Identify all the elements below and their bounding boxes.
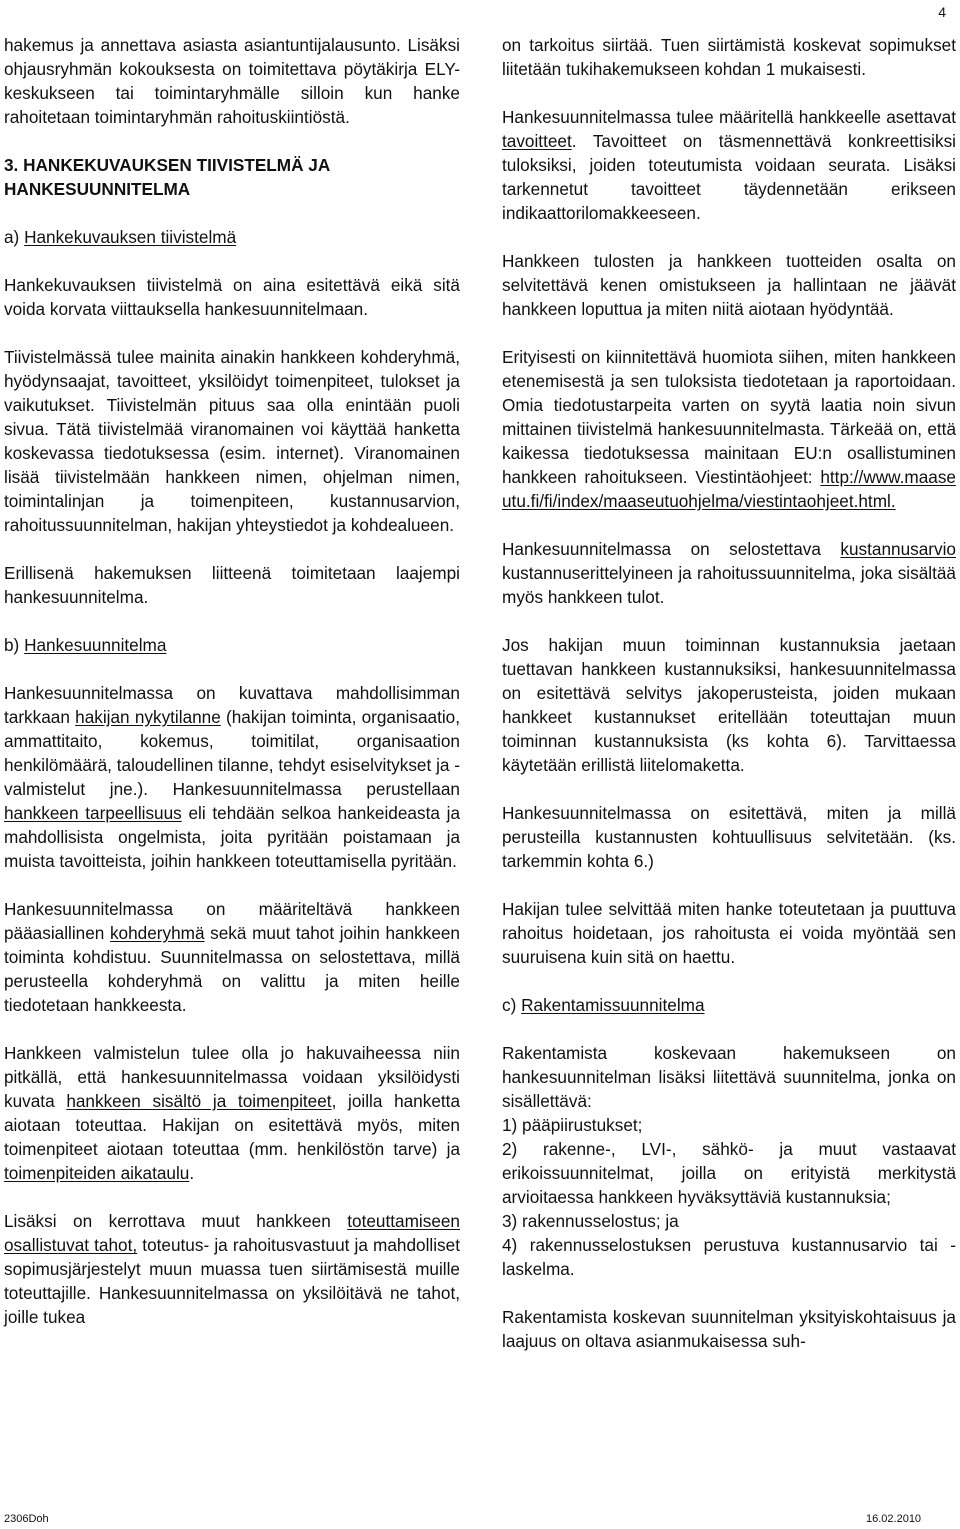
underlined-term: toimenpiteiden aikataulu	[4, 1163, 190, 1183]
paragraph: Hankesuunnitelmassa tulee määritellä hankkeelle asettavat tavoitteet. Tavoitteet on täsmennettävä konkreettisiksi tuloksiksi, joiden toteutumista voidaan seurata. Lisäksi tarkennetut tavoitteet täydennetään erikseen indikaattorilomakkeeseen.	[502, 107, 956, 223]
list-item: 3) rakennusselostus; ja	[502, 1211, 679, 1231]
subsection-prefix: a)	[4, 227, 25, 247]
page-number: 4	[938, 4, 946, 20]
underlined-term: kohderyhmä	[109, 923, 205, 943]
paragraph: Hankesuunnitelmassa on kuvattava mahdollisimman tarkkaan hakijan nykytilanne (hakijan toiminta, organisaatio, ammattitaito, kokemus, toimitilat, organisaation henkilömäärä, taloudellinen tilanne, tehdyt esiselvitykset ja -valmistelut jne.). Hankesuunnitelmassa perustellaan hankkeen tarpeellisuus eli tehdään selkoa hankeideasta ja mahdollisista ongelmista, joita pyritään poistamaan ja muista tavoitteista, joihin hankkeen toteuttamisella pyritään.	[4, 683, 461, 871]
paragraph: Hankesuunnitelmassa on selostettava kustannusarvio kustannuserittelyineen ja rahoitussuunnitelma, joka sisältää myös hankkeen tulot.	[502, 539, 956, 607]
paragraph: Hankesuunnitelmassa on määriteltävä hankkeen pääasiallinen kohderyhmä sekä muut tahot joihin hankkeen toiminta kohdistuu. Suunnitelmassa on selostettava, millä perusteella kohderyhmä on valittu ja miten heille tiedotetaan hankkeesta.	[4, 899, 460, 1015]
paragraph: Hankesuunnitelmassa on esitettävä, miten ja millä perusteilla kustannusten kohtuullisuus selvitetään. (ks. tarkemmin kohta 6.)	[502, 803, 956, 871]
paragraph: Erillisenä hakemuksen liitteenä toimitetaan laajempi hankesuunnitelma.	[4, 563, 460, 607]
underlined-term: toteuttamiseen osallistuvat tahot,	[4, 1211, 460, 1255]
subsection-prefix: b)	[4, 635, 25, 655]
left-column	[4, 33, 460, 1329]
subsection-b-title	[4, 633, 460, 657]
footer-date: 16.02.2010	[866, 1513, 922, 1525]
paragraph: Hankekuvauksen tiivistelmä on aina esitettävä eikä sitä voida korvata viittauksella hankesuunnitelmaan.	[4, 275, 460, 319]
section-heading: 3. HANKEKUVAUKSEN TIIVISTELMÄ JA HANKESUUNNITELMA	[4, 155, 330, 199]
requirements-list	[502, 1113, 956, 1281]
list-item: 4) rakennusselostuksen perustuva kustannusarvio tai -laskelma.	[502, 1235, 956, 1279]
paragraph: Rakentamista koskevaan hakemukseen on hankesuunnitelman lisäksi liitettävä suunnitelma, jonka on sisällettävä:	[502, 1043, 956, 1111]
subsection-title: Hankekuvauksen tiivistelmä	[24, 227, 237, 247]
underlined-term: hankkeen tarpeellisuus	[4, 803, 182, 823]
subsection-c-title	[502, 993, 956, 1017]
paragraph: Erityisesti on kiinnitettävä huomiota siihen, miten hankkeen etenemisestä ja sen tuloksista tiedotetaan ja raportoidaan. Omia tiedotustarpeita varten on syytä laatia noin sivun mittainen tiivistelmä hankesuunnitelmasta. Tärkeää on, että kaikessa tiedotuksessa mainitaan EU:n osallistuminen hankkeen rahoitukseen. Viestintäohjeet: http://www.maaseutu.fi/fi/index/maaseutuohjelma/viestintaohjeet.html.	[502, 347, 956, 511]
underlined-term: hankkeen sisältö ja toimenpiteet	[66, 1091, 332, 1111]
paragraph: Lisäksi on kerrottava muut hankkeen toteuttamiseen osallistuvat tahot, toteutus- ja rahoitusvastuut ja mahdolliset sopimusjärjestelyt muun muassa tuen siirtämisestä muille toteuttajille. Hankesuunnitelmassa on yksilöitävä ne tahot, joille tukea	[4, 1211, 460, 1327]
paragraph: Tiivistelmässä tulee mainita ainakin hankkeen kohderyhmä, hyödynsaajat, tavoitteet, yksilöidyt toimenpiteet, tulokset ja vaikutukset. Tiivistelmän pituus saa olla enintään puoli sivua. Tätä tiivistelmää viranomainen voi käyttää hanketta koskevassa tiedotuksessa (esim. internet). Viranomainen lisää tiivistelmään hankkeen nimen, ohjelman nimen, toimintalinjan ja toimenpiteen, kustannusarvion, rahoitussuunnitelman, hakijan yhteystiedot ja kohdealueen.	[4, 347, 460, 535]
list-item: 1) pääpiirustukset;	[502, 1115, 643, 1135]
paragraph: Hakijan tulee selvittää miten hanke toteutetaan ja puuttuva rahoitus hoidetaan, jos rahoitusta ei voida myöntää sen suuruisena kuin sitä on haettu.	[502, 899, 956, 967]
list-item: 2) rakenne-, LVI-, sähkö- ja muut vastaavat erikoissuunnitelmat, joilla on erityistä merkitystä arvioitaessa hankkeen hyväksyttäviä kustannuksia;	[502, 1139, 956, 1207]
paragraph: Jos hakijan muun toiminnan kustannuksia jaetaan tuettavan hankkeen kustannuksiksi, hankesuunnitelmassa on esitettävä selvitys jakoperusteista, joiden mukaan hankkeet kustannukset eritellään toteuttajan muun toiminnan kustannuksista (ks kohta 6). Tarvittaessa käytetään erillistä liitelomaketta.	[502, 635, 956, 775]
right-column	[502, 33, 956, 1353]
underlined-term: kustannusarvio	[840, 539, 956, 559]
footer-document-code: 2306Doh	[4, 1513, 49, 1525]
subsection-a-title	[4, 225, 460, 249]
underlined-term: hakijan nykytilanne	[75, 707, 221, 727]
paragraph: hakemus ja annettava asiasta asiantuntijalausunto. Lisäksi ohjausryhmän kokouksesta on toimitettava pöytäkirja ELY-keskukseen tai toimintaryhmälle silloin kun hanke rahoitetaan toimintaryhmän rahoituskiintiöstä.	[4, 35, 460, 127]
subsection-title: Rakentamissuunnitelma	[521, 995, 705, 1015]
underlined-term: tavoitteet	[502, 131, 572, 151]
paragraph: Hankkeen valmistelun tulee olla jo hakuvaiheessa niin pitkällä, että hankesuunnitelmassa voidaan yksilöidysti kuvata hankkeen sisältö ja toimenpiteet, joilla hanketta aiotaan toteuttaa. Hakijan on esitettävä myös, miten toimenpiteet aiotaan toteuttaa (mm. henkilöstön tarve) ja toimenpiteiden aikataulu.	[4, 1043, 461, 1183]
paragraph: Hankkeen tulosten ja hankkeen tuotteiden osalta on selvitettävä kenen omistukseen ja hallintaan ne jäävät hankkeen loputtua ja miten niitä aiotaan hyödyntää.	[502, 251, 956, 319]
paragraph: Rakentamista koskevan suunnitelman yksityiskohtaisuus ja laajuus on oltava asianmukaisessa suh-	[502, 1307, 956, 1351]
viestintaohjeet-link[interactable]: http://www.maaseutu.fi/fi/index/maaseutuohjelma/viestintaohjeet.html.	[502, 467, 956, 511]
paragraph: on tarkoitus siirtää. Tuen siirtämistä koskevat sopimukset liitetään tukihakemukseen kohdan 1 mukaisesti.	[502, 35, 956, 79]
subsection-prefix: c)	[502, 995, 522, 1015]
subsection-title: Hankesuunnitelma	[24, 635, 167, 655]
